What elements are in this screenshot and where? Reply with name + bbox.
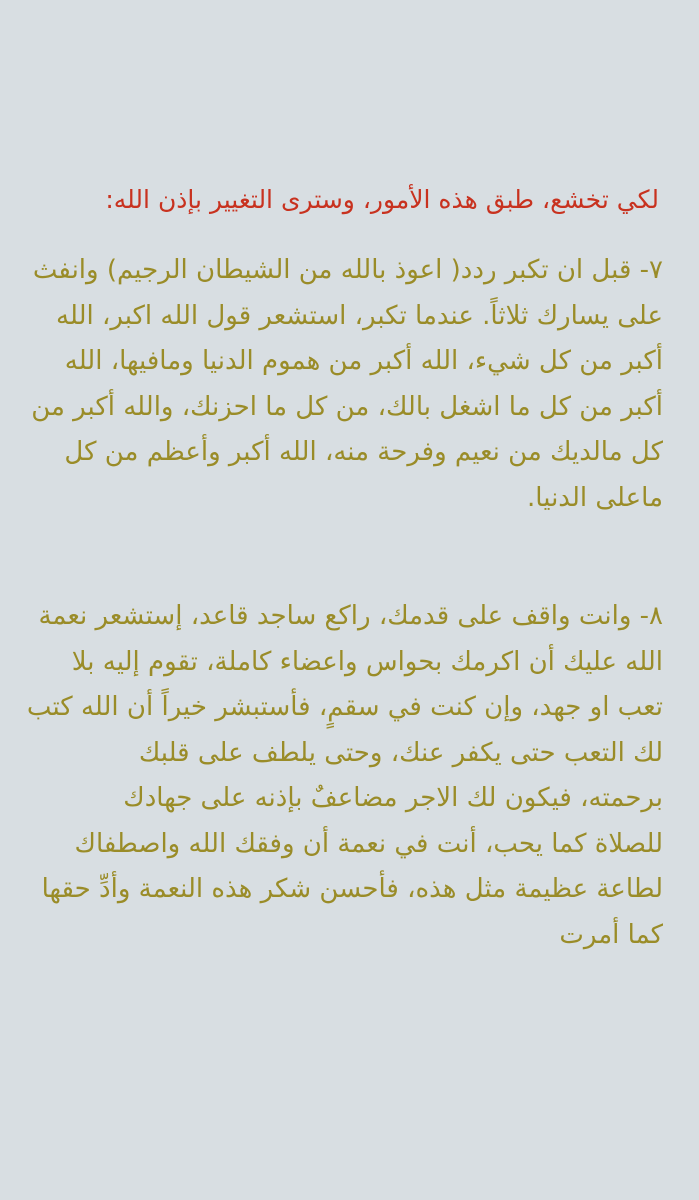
text-line: أكبر من كل ما اشغل بالك، من كل ما احزنك، والله أكبر من <box>31 391 663 422</box>
text-line: ٧- قبل ان تكبر ردد( اعوذ بالله من الشيطان الرجيم) وانفث <box>32 255 663 285</box>
text-line: برحمته، فيكون لك الاجر مضاعفٌ بإذنه على جهادك <box>123 783 663 813</box>
paragraph-gap <box>48 521 663 594</box>
text-line: على يسارك ثلاثاً. عندما تكبر، استشعر قول الله اكبر، الله <box>56 300 663 331</box>
paragraph-7 <box>31 248 663 521</box>
text-line: كما أمرت <box>559 919 663 950</box>
text-line: الله عليك أن اكرمك بحواس واعضاء كاملة، تقوم إليه بلا <box>71 646 663 677</box>
text-line: أكبر من كل شيء، الله أكبر من هموم الدنيا ومافيها، الله <box>64 346 663 376</box>
text-line: لطاعة عظيمة مثل هذه، فأحسن شكر هذه النعمة وأدِّ حقها <box>41 874 663 904</box>
text-line: ماعلى الدنيا. <box>527 482 663 513</box>
text-line: كل مالديك من نعيم وفرحة منه، الله أكبر وأعظم من كل <box>64 437 663 467</box>
document-content <box>26 178 663 958</box>
heading: لكي تخشع، طبق هذه الأمور، وسترى التغيير بإذن الله: <box>105 185 659 214</box>
text-line: ٨- وانت واقف على قدمك، راكع ساجد قاعد، إستشعر نعمة <box>38 601 663 631</box>
paragraph-8 <box>26 594 663 958</box>
text-line: تعب او جهد، وإن كنت في سقمٍ، فأستبشر خيراً أن الله كتب <box>26 692 663 722</box>
text-line: للصلاة كما يحب، أنت في نعمة أن وفقك الله واصطفاك <box>74 828 663 859</box>
text-line: لك التعب حتى يكفر عنك، وحتى يلطف على قلبك <box>138 737 663 768</box>
